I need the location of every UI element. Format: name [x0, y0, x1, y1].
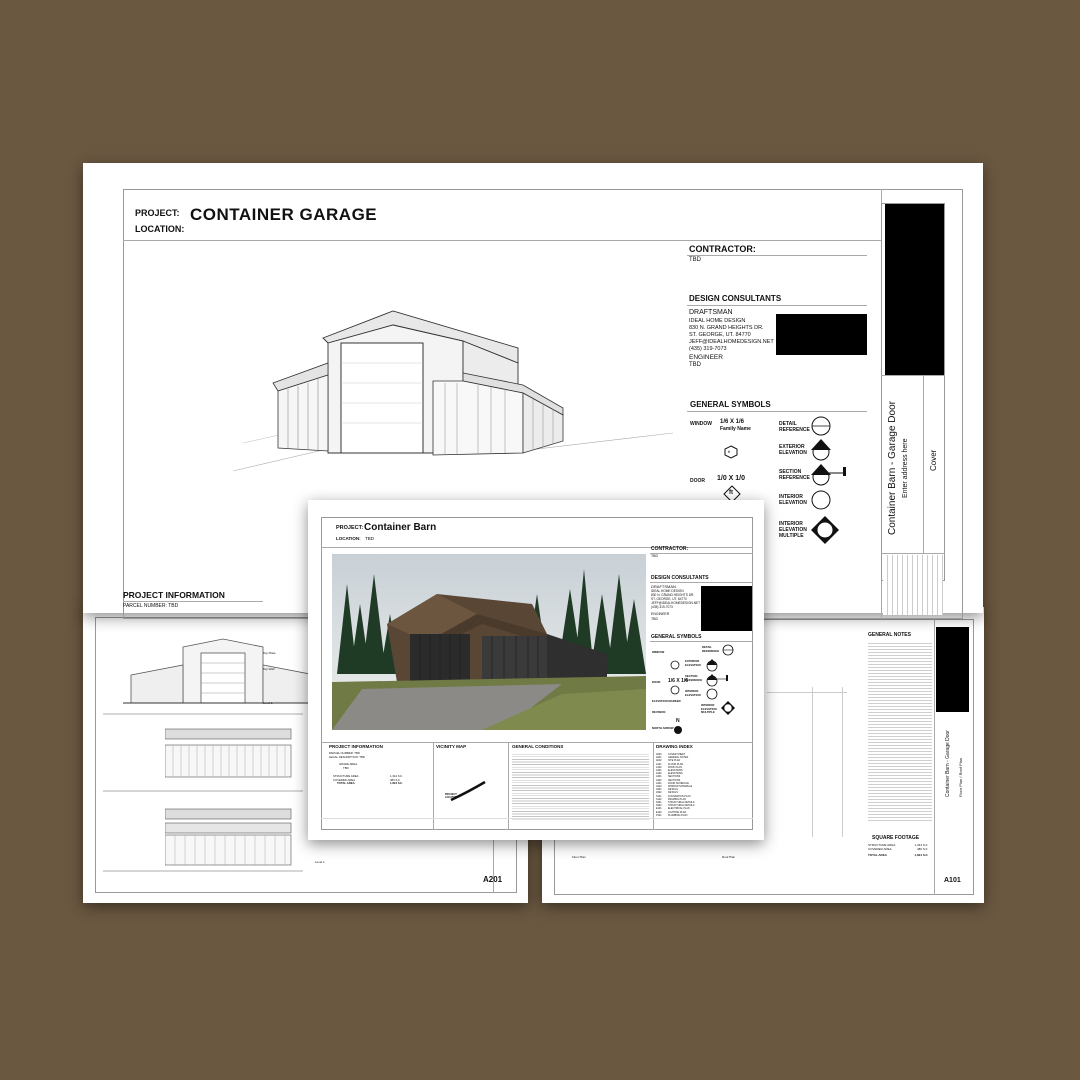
exterior-elevation-label: EXTERIOR ELEVATION: [779, 444, 807, 456]
front-elevation-drawing: [123, 635, 323, 710]
detail-reference-icon: [722, 644, 734, 656]
square-footage-table: STRUCTURE AREA 1,344 S.F. COVERED AREA 480 S.F. TOTAL AREA 1,824 S.F.: [868, 843, 928, 857]
contractor-heading: CONTRACTOR:: [651, 546, 689, 552]
drawing-index-row: A000 COVER SHEET: [656, 753, 686, 756]
elevation-level-label: Top Plate: [263, 651, 276, 655]
door-tag: ft: [729, 490, 733, 496]
general-conditions-body: [512, 752, 649, 820]
window-symbol-label: WINDOW: [652, 650, 665, 654]
drawing-index-row: A001 GENERAL NOTES: [656, 756, 689, 760]
sheet-number: A101: [944, 877, 961, 884]
side-elevation-bottom: [165, 803, 295, 868]
drawing-index-row: A502 DETAILS: [656, 791, 678, 795]
drawing-index-row: S102 FRAMING PLAN: [656, 797, 686, 801]
barn-rendering-image: [332, 554, 646, 730]
design-consultants-heading: DESIGN CONSULTANTS: [651, 575, 709, 581]
drawing-index-row: A302 SECTIONS: [656, 778, 681, 782]
project-information-heading: PROJECT INFORMATION: [123, 590, 225, 600]
drawing-index-row: A402 WINDOW SCHEDULE: [656, 785, 693, 789]
draftsman-details: IDEAL HOME DESIGN 830 N. GRAND HEIGHTS DR. ST. GEORGE, UT. 84770 JEFF@IDEALHOMEDESIGN.NET (435) 319-7073: [689, 318, 774, 352]
section-reference-label: SECTION REFERENCE: [779, 469, 810, 481]
exterior-elevation-label: EXTERIOR ELEVATION: [685, 659, 701, 667]
section-reference-label: SECTION REFERENCE: [685, 674, 703, 682]
title-block-stripes: [883, 555, 943, 615]
building-perspective-drawing: [233, 303, 673, 473]
window-tag-icon: [724, 445, 738, 459]
drawing-index-row: A401 DOOR SCHEDULE: [656, 781, 689, 785]
interior-elevation-multiple-label: INTERIOR ELEVATION MULTIPLE: [779, 521, 807, 539]
elevation-level-label: Top Wall: [263, 667, 275, 671]
draftsman-logo: [701, 586, 752, 631]
drawing-index-row: A102 ROOF PLAN: [656, 765, 682, 769]
project-info-values: 1,344 S.F. 480 S.F. 1,824 S.F.: [390, 773, 403, 786]
location-value: TBD: [365, 536, 374, 541]
interior-elevation-multiple-icon: [720, 700, 736, 716]
drawing-index-row: A202 ELEVATIONS: [656, 772, 683, 776]
window-size: 1/6 X 1/6: [720, 419, 745, 425]
window-family-name: Family Name: [720, 426, 751, 432]
project-label: PROJECT:: [336, 525, 364, 531]
vicinity-project-location: PROJECT LOCATION: [445, 793, 458, 799]
interior-elevation-multiple-label: INTERIOR ELEVATION MULTIPLE: [701, 703, 717, 714]
center-cover-sheet: [308, 500, 764, 840]
drawing-index-row: A301 SECTIONS: [656, 775, 681, 779]
title-block-sub: Floor Plan / Roof Plan: [958, 757, 963, 797]
engineer-value: TBD: [689, 362, 701, 368]
detail-reference-label: DETAIL REFERENCE: [702, 645, 720, 653]
drawing-index-row: S202 STRUCTURAL DETAILS: [656, 804, 695, 808]
door-size: 1/6 X 1/6: [668, 678, 689, 684]
window-symbol-label: WINDOW: [690, 421, 712, 427]
contractor-heading: CONTRACTOR:: [689, 244, 756, 254]
detail-reference-icon: [810, 415, 832, 437]
design-consultants-heading: DESIGN CONSULTANTS: [689, 294, 782, 303]
project-name: Container Barn: [364, 522, 437, 533]
drawing-index-row: A002 SITE PLAN: [656, 759, 681, 763]
project-info-lines: PARCEL NUMBER: TBD LEGAL DESCRIPTION: TBD GRADE AREA TBD STRUCTURE AREA COVERED AREA TOTAL AREA: [329, 751, 365, 786]
general-notes-body: [868, 641, 932, 821]
general-symbols-heading: GENERAL SYMBOLS: [651, 634, 702, 640]
drawing-index-row: E102 LIGHTING PLAN: [656, 810, 687, 814]
north-arrow-label: NORTH ARROW: [652, 726, 674, 730]
title-block-logo: [885, 204, 944, 375]
title-block-title: Container Barn - Garage Door: [945, 730, 951, 797]
general-conditions-heading: GENERAL CONDITIONS: [512, 744, 564, 749]
project-name: CONTAINER GARAGE: [190, 205, 378, 224]
drawing-index-row: E101 ELECTRICAL PLAN: [656, 807, 690, 811]
exterior-elevation-icon: [706, 658, 718, 672]
parcel-number: PARCEL NUMBER: TBD: [123, 603, 179, 609]
elevation-level-label: Level 1: [263, 701, 273, 705]
floor-plan-label: Floor Plan: [572, 855, 586, 859]
north-letter: N: [676, 718, 680, 724]
drawing-index-row: S201 STRUCTURAL DETAILS: [656, 801, 695, 805]
roof-plan-label: Roof Plan: [722, 855, 736, 859]
door-symbol-label: DOOR: [652, 680, 661, 684]
elevation-level-label: Level 1: [315, 860, 325, 864]
engineer-label: ENGINEER: [689, 354, 723, 361]
location-label: LOCATION:: [135, 224, 185, 234]
drawing-index-row: P101 PLUMBING PLAN: [656, 813, 688, 817]
title-block-logo: [936, 627, 969, 712]
location-label: LOCATION:: [336, 536, 361, 541]
side-elevation-top: [165, 723, 295, 778]
door-symbol-label: DOOR: [690, 478, 705, 484]
project-label: PROJECT:: [135, 208, 180, 218]
draftsman-logo: [776, 314, 867, 355]
revision-label: REVISION: [652, 710, 666, 714]
window-tag: tt: [728, 449, 731, 454]
general-notes-heading: GENERAL NOTES: [868, 632, 911, 638]
contractor-value: TBD: [651, 554, 658, 558]
detail-reference-label: DETAIL REFERENCE: [779, 421, 810, 433]
draftsman-label: DRAFTSMAN: [689, 309, 733, 316]
contractor-value: TBD: [689, 257, 701, 263]
section-reference-icon: [706, 673, 730, 687]
general-symbols-heading: GENERAL SYMBOLS: [690, 400, 771, 409]
vicinity-map-heading: VICINITY MAP: [436, 744, 467, 749]
drawing-index-list: [656, 753, 694, 817]
draftsman-details: IDEAL HOME DESIGN 830 N. GRAND HEIGHTS DR. ST. GEORGE, UT. 84770 JEFF@IDEALHOMEDESIGN.NET (435) 319-7073: [651, 589, 701, 609]
section-reference-icon: [810, 463, 850, 487]
north-arrow-icon: [673, 725, 683, 735]
drawing-index-heading: DRAWING INDEX: [656, 744, 693, 749]
interior-elevation-multiple-icon: [810, 515, 840, 545]
project-information-heading: PROJECT INFORMATION: [329, 744, 383, 749]
title-block-sheet-name: Cover: [929, 449, 938, 471]
draftsman-label: DRAFTSMAN: [651, 584, 676, 589]
interior-elevation-label: INTERIOR ELEVATION: [779, 494, 807, 506]
drawing-index-row: A501 DETAILS: [656, 788, 678, 792]
title-block-title: Container Barn - Garage Door: [887, 401, 898, 535]
title-block-address: Enter address here: [902, 438, 909, 498]
sheet-number: A201: [483, 875, 503, 884]
engineer-value: TBD: [651, 617, 658, 621]
square-footage-heading: SQUARE FOOTAGE: [872, 835, 920, 841]
drawing-index-row: A101 FLOOR PLAN: [656, 762, 684, 766]
exterior-elevation-icon: [810, 438, 832, 462]
interior-elevation-label: INTERIOR ELEVATION: [685, 689, 701, 697]
interior-elevation-icon: [706, 688, 718, 700]
door-size: 1/0 X 1/0: [717, 475, 746, 482]
drawing-index-row: S101 FOUNDATION PLAN: [656, 794, 691, 798]
door-tag-icon: [670, 685, 680, 695]
interior-elevation-icon: [810, 489, 832, 511]
elevation-marker-label: ELEVATION MARKER: [652, 699, 681, 703]
drawing-index-row: A201 ELEVATIONS: [656, 769, 683, 773]
window-tag-icon: [670, 660, 680, 670]
engineer-label: ENGINEER: [651, 612, 670, 616]
